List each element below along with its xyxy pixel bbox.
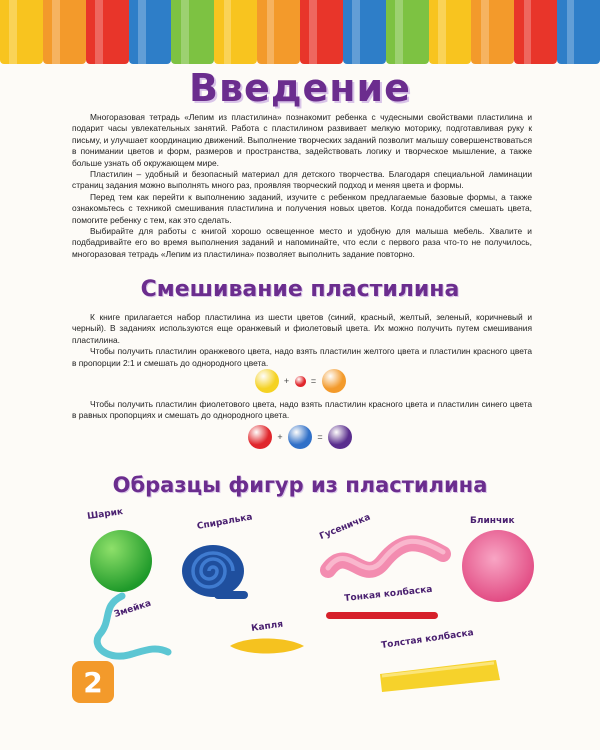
mixing-heading: Смешивание пластилина bbox=[140, 277, 460, 302]
snake-shape bbox=[82, 590, 172, 670]
ball-shape bbox=[88, 528, 154, 594]
plus-sign: + bbox=[283, 376, 290, 386]
color-stripe bbox=[429, 0, 472, 64]
color-stripe bbox=[471, 0, 514, 64]
label-pancake: Блинчик bbox=[470, 516, 515, 526]
color-stripe bbox=[43, 0, 86, 64]
red-ball bbox=[248, 425, 272, 449]
blue-ball bbox=[288, 425, 312, 449]
intro-text bbox=[72, 112, 532, 260]
color-stripe bbox=[257, 0, 300, 64]
equals-sign: = bbox=[317, 432, 323, 442]
thick-sausage-shape bbox=[372, 650, 506, 696]
page-title: Введение bbox=[189, 66, 411, 110]
intro-paragraph: Пластилин – удобный и безопасный материал для детского творчества. Благодаря специальной ламинации страниц задания можно выполнять много раз, проявляя творческий подход и меняя цвета и формы. bbox=[72, 169, 532, 191]
orange-mixing-formula bbox=[0, 366, 600, 396]
violet-ball bbox=[328, 425, 352, 449]
intro-paragraph: Перед тем как перейти к выполнению заданий, изучите с ребенком предлагаемые базовые формы, а также ознакомьтесь с техникой смешивания пластилина и получения новых цветов. Когда понадобится смешать цвета, помогите ребенку с тем, как это сделать. bbox=[72, 191, 532, 225]
violet-text bbox=[72, 399, 532, 422]
intro-paragraph: Выбирайте для работы с книгой хорошо освещенное место и удобную для малыша мебель. Хвалите и подбадривайте его во время выполнения заданий и напоминайте, что если с первого раза что-то не получилось, многоразовая тетрадь «Лепим из пластилина» позволяет выполнить задание повторно. bbox=[72, 226, 532, 259]
mixing-text bbox=[72, 312, 532, 369]
violet-paragraph: Чтобы получить пластилин фиолетового цвета, надо взять пластилин красного цвета и пластилин синего цвета в равных пропорциях и смешать до однородного цвета. bbox=[72, 399, 532, 421]
color-stripe bbox=[214, 0, 257, 64]
equals-sign: = bbox=[310, 376, 317, 386]
color-stripe bbox=[0, 0, 43, 64]
shapes-heading: Образцы фигур из пластилина bbox=[112, 473, 488, 497]
color-stripe bbox=[129, 0, 172, 64]
label-snake: Змейка bbox=[112, 598, 153, 620]
label-drop: Капля bbox=[250, 619, 284, 634]
plus-sign: + bbox=[277, 432, 283, 442]
color-stripe bbox=[171, 0, 214, 64]
yellow-ball bbox=[255, 369, 279, 393]
label-thin-sausage: Тонкая колбаска bbox=[343, 584, 433, 604]
color-stripe bbox=[386, 0, 429, 64]
label-thick-sausage: Толстая колбаска bbox=[380, 628, 475, 651]
label-spiral: Спиралька bbox=[196, 512, 254, 532]
caterpillar-shape bbox=[318, 532, 454, 592]
label-ball: Шарик bbox=[86, 507, 124, 522]
thin-sausage-shape bbox=[322, 606, 442, 626]
top-color-stripes bbox=[0, 0, 600, 64]
spiral-shape bbox=[178, 535, 250, 601]
mixing-paragraph: К книге прилагается набор пластилина из шести цветов (синий, красный, желтый, зеленый, коричневый и черный). В заданиях используются еще оранжевый и фиолетовый цвета. Их можно получить путем смешивания пластилина. bbox=[72, 312, 532, 345]
pancake-shape bbox=[460, 528, 536, 604]
mixing-paragraph: Чтобы получить пластилин оранжевого цвета, надо взять пластилин желтого цвета и пластилин красного цвета в пропорции 2:1 и смешать до однородного цвета. bbox=[72, 346, 532, 368]
color-stripe bbox=[86, 0, 129, 64]
intro-paragraph: Многоразовая тетрадь «Лепим из пластилина» познакомит ребенка с чудесными свойствами пластилина и подарит часы увлекательных занятий. Работа с пластилином развивает мелкую моторику, подготавливая руку к письму, и улучшает координацию движений. Выполнение творческих заданий позволит малышу совершенствоваться в понимании цветов и форм, размеров и пространства, задействовать логику и творческое мышление, а также больше узнать об окружающем мире. bbox=[72, 112, 532, 168]
drop-shape bbox=[226, 634, 308, 658]
red-ball bbox=[295, 376, 306, 387]
color-stripe bbox=[514, 0, 557, 64]
violet-mixing-formula bbox=[0, 422, 600, 452]
label-caterpillar: Гусеничка bbox=[318, 512, 373, 542]
color-stripe bbox=[343, 0, 386, 64]
color-stripe bbox=[300, 0, 343, 64]
orange-ball bbox=[322, 369, 346, 393]
color-stripe bbox=[557, 0, 600, 64]
page-number-badge: 2 bbox=[72, 661, 114, 703]
